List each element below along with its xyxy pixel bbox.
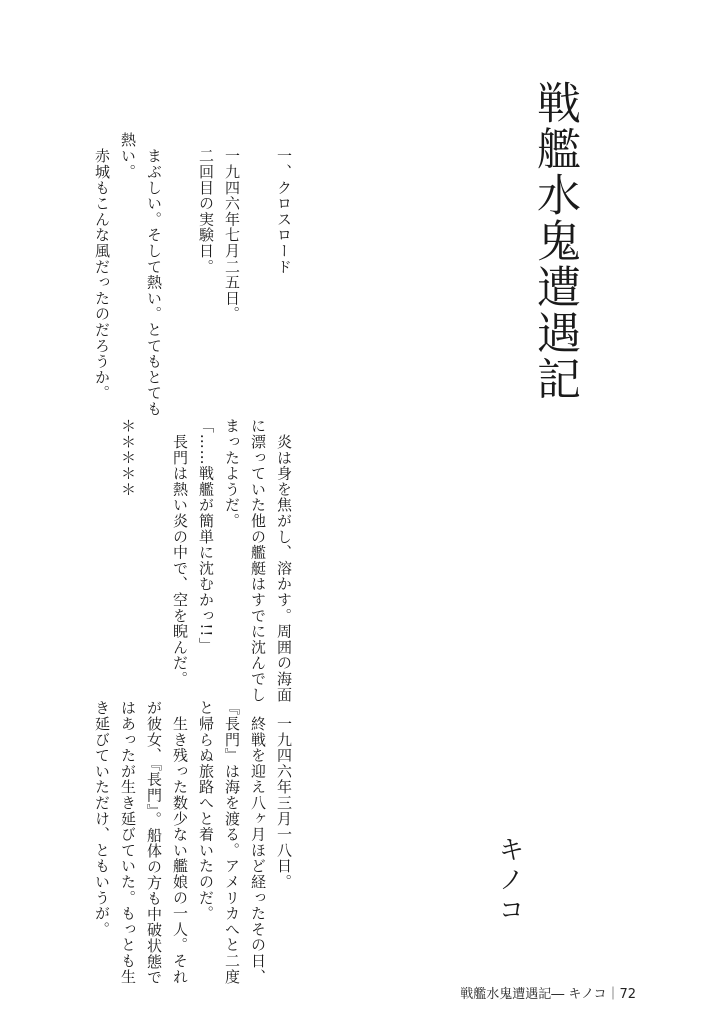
upper-column: 二回目の実験日。 xyxy=(197,148,215,275)
upper-column: まぶしい。そして熱い。とてもとても xyxy=(145,148,163,417)
story-title: 戦艦水鬼遭遇記 xyxy=(529,80,580,402)
upper-column: 一、クロスロード xyxy=(275,148,293,275)
middle-column: 炎は身を焦がし、溶かす。周囲の海面 xyxy=(275,418,293,703)
lower-column: き延びていただけ、ともいうが。 xyxy=(93,700,111,937)
lower-column: はあったが生き延びていた。もっとも生 xyxy=(119,700,137,985)
middle-column: 長門は熱い炎の中で、空を睨んだ。 xyxy=(171,418,189,687)
middle-column: まったようだ。 xyxy=(223,418,241,529)
lower-column: 一九四六年三月一八日。 xyxy=(275,700,293,890)
lower-column: 生き残った数少ない艦娘の一人。それ xyxy=(171,700,189,985)
author-name: キノコ xyxy=(494,836,524,926)
lower-column: 終戦を迎え八ヶ月ほど経ったその日、 xyxy=(249,700,267,985)
lower-column: 『長門』は海を渡る。アメリカへと二度 xyxy=(223,700,241,985)
lower-column: が彼女、『長門』。船体の方も中破状態で xyxy=(145,700,163,986)
middle-column: に漂っていた他の艦艇はすでに沈んでし xyxy=(249,418,267,703)
middle-column: 「……戦艦が簡単に沈むかっ!!」 xyxy=(197,418,215,653)
page-footer: 戦艦水鬼遭遇記― キノコ｜72 xyxy=(460,987,636,1002)
upper-column: 一九四六年七月二五日。 xyxy=(223,148,241,322)
lower-column: と帰らぬ旅路へと着いたのだ。 xyxy=(197,700,215,922)
upper-column: 熱い。 xyxy=(119,132,137,180)
section-break: ＊＊＊＊＊ xyxy=(119,418,137,497)
upper-column: 赤城もこんな風だったのだろうか。 xyxy=(93,148,111,401)
